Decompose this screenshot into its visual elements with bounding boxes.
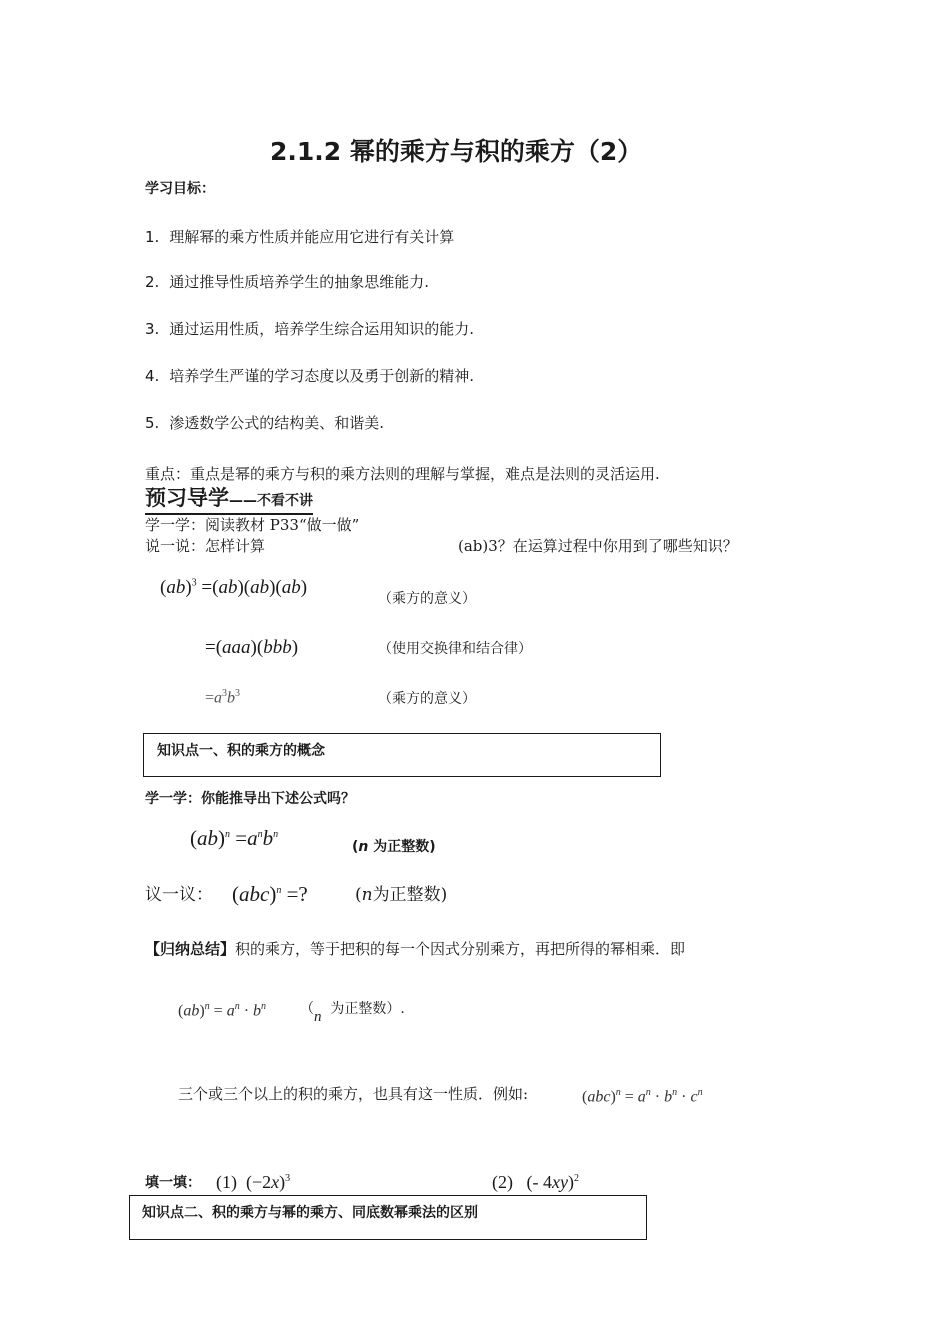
derivation-line-1: (ab)$^3$ =(ab)(ab)(ab) <box>160 577 308 598</box>
list-item: 1. 理解幂的乘方性质并能应用它进行有关计算 <box>145 228 455 246</box>
item-text: 通过运用性质，培养学生综合运用知识的能力. <box>169 320 474 338</box>
discuss-condition: (n为正整数) <box>355 885 448 905</box>
study-one: 学一学：阅读教材 P33“做一做” <box>145 516 360 534</box>
knowledge-point-1-box <box>143 733 661 777</box>
summary-text: 积的乘方，等于把积的每一个因式分别乘方，再把所得的幂相乘．即 <box>235 940 686 958</box>
formula-condition: (n 为正整数) <box>352 839 436 855</box>
derivation-note-3: （乘方的意义） <box>378 691 476 707</box>
fill-item-2-label: (2) <box>492 1172 513 1192</box>
derivation-line-3: $=a^3b^3$ <box>205 688 241 707</box>
fill-item-2: (2) (- 4xy)$^2$ <box>492 1172 579 1192</box>
say-one-left: 说一说：怎样计算 <box>145 537 266 555</box>
product-power-formula: $(ab)^n =a^nb^n$ <box>190 826 279 850</box>
fill-label: 填一填： <box>145 1175 201 1191</box>
fill-item-1: (1) $(-2x)^3$ <box>216 1172 291 1192</box>
item-number: 4 <box>145 367 155 385</box>
derivation-note-2: （使用交换律和结合律） <box>378 641 532 657</box>
discuss-note: 为正整数) <box>372 885 448 905</box>
say-one-right: (ab)3？在运算过程中你用到了哪些知识？ <box>458 537 738 555</box>
three-factors-formula: $(abc)^n = a^n \cdot b^n \cdot c^n$ <box>582 1087 703 1106</box>
key-points: 重点：重点是幂的乘方与积的乘方法则的理解与掌握，难点是法则的灵活运用. <box>145 465 660 483</box>
item-number: 1 <box>145 228 155 246</box>
list-item: 3. 通过运用性质，培养学生综合运用知识的能力. <box>145 320 474 338</box>
list-item: 2. 通过推导性质培养学生的抽象思维能力. <box>145 273 429 291</box>
preview-title: 预习导学 <box>145 486 229 510</box>
derivation-note-1: （乘方的意义） <box>378 591 476 607</box>
knowledge-point-1-title: 知识点一、积的乘方的概念 <box>157 743 325 759</box>
item-number: 3 <box>145 320 155 338</box>
page-title: 2.1.2 幂的乘方与积的乘方（2） <box>270 137 643 166</box>
fill-item-1-label: (1) <box>216 1172 237 1192</box>
summary-condition: （n 为正整数）. <box>300 1001 405 1025</box>
discuss-label: 议一议： <box>145 885 213 905</box>
learn-derive: 学一学：你能推导出下述公式吗？ <box>145 791 355 807</box>
list-item: 4. 培养学生严谨的学习态度以及勇于创新的精神. <box>145 367 474 385</box>
item-text: 理解幂的乘方性质并能应用它进行有关计算 <box>169 228 455 246</box>
item-number: 5 <box>145 414 155 432</box>
objectives-heading: 学习目标： <box>145 181 215 197</box>
item-number: 2 <box>145 273 155 291</box>
summary-formula: $(ab)^n = a^n \cdot b^n$ <box>178 1001 267 1020</box>
item-text: 培养学生严谨的学习态度以及勇于创新的精神. <box>169 367 474 385</box>
three-factors-text: 三个或三个以上的积的乘方，也具有这一性质．例如: <box>178 1085 529 1103</box>
knowledge-point-2-title: 知识点二、积的乘方与幂的乘方、同底数幂乘法的区别 <box>142 1205 478 1221</box>
summary-label: 【归纳总结】 <box>145 940 236 958</box>
preview-subtitle: ——不看不讲 <box>229 493 313 509</box>
derivation-line-2: =(aaa)(bbb) <box>205 637 299 658</box>
formula-note: 为正整数) <box>373 839 436 855</box>
discuss-formula: (abc)$^n$ =? <box>232 882 308 906</box>
list-item: 5. 渗透数学公式的结构美、和谐美. <box>145 414 384 432</box>
knowledge-point-2-box <box>129 1195 647 1240</box>
summary-note: 为正整数）. <box>330 1001 405 1017</box>
preview-heading <box>145 486 313 515</box>
item-text: 通过推导性质培养学生的抽象思维能力. <box>169 273 429 291</box>
summary <box>145 938 685 959</box>
item-text: 渗透数学公式的结构美、和谐美. <box>169 414 384 432</box>
